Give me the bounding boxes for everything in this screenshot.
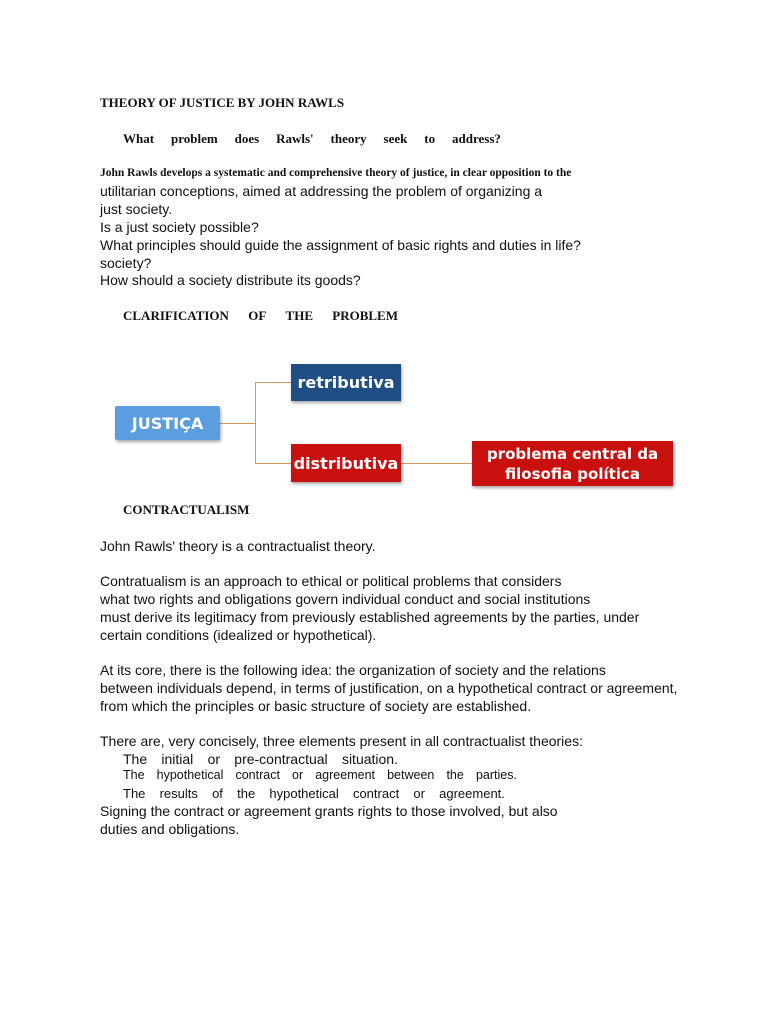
question-word: address? — [452, 131, 501, 146]
element-word: pre-contractual — [234, 751, 328, 767]
element-word: The — [123, 751, 148, 767]
node-problema-central — [472, 441, 673, 486]
question-word: What — [123, 131, 155, 146]
element-word: or — [207, 751, 221, 767]
element-item — [123, 786, 505, 801]
paragraph-line: Contratualism is an approach to ethical or political problems that considers — [100, 573, 562, 589]
question-word: theory — [330, 131, 367, 146]
node-text-line: problema central da — [486, 444, 659, 463]
node-retributiva: retributiva — [291, 364, 401, 401]
heading-word: THE — [285, 308, 313, 323]
intro-line: society? — [100, 255, 152, 271]
paragraph-line: from which the principles or basic structure of society are established. — [100, 698, 532, 714]
contractualism-heading: CONTRACTUALISM — [123, 502, 250, 517]
intro-line: What principles should guide the assignment of basic rights and duties in life? — [100, 237, 581, 253]
paragraph-line: certain conditions (idealized or hypothetical). — [100, 627, 377, 643]
element-word: parties. — [475, 768, 517, 782]
paragraph-line: between individuals depend, in terms of justification, on a hypothetical contract or agreement, — [100, 680, 678, 696]
question-word: to — [424, 131, 436, 146]
element-word: agreement. — [439, 786, 505, 801]
intro-line: utilitarian conceptions, aimed at addressing the problem of organizing a — [100, 183, 543, 199]
paragraph-line: John Rawls' theory is a contractualist theory. — [100, 538, 376, 554]
question-word: does — [234, 131, 260, 146]
document-title: THEORY OF JUSTICE BY JOHN RAWLS — [100, 95, 345, 110]
element-word: the — [446, 768, 464, 782]
element-word: agreement — [315, 768, 375, 782]
element-word: contract — [352, 786, 400, 801]
heading-word: PROBLEM — [332, 308, 398, 323]
paragraph-line: At its core, there is the following idea: the organization of society and the relations — [100, 662, 606, 678]
heading-word: CLARIFICATION — [123, 308, 229, 323]
connector-line — [401, 463, 472, 464]
paragraph-line: must derive its legitimacy from previously established agreements by the parties, under — [100, 609, 640, 625]
node-distributiva: distributiva — [291, 444, 401, 482]
node-text-line: filosofia política — [505, 464, 640, 483]
element-item — [123, 751, 398, 767]
paragraph-line: Signing the contract or agreement grants rights to those involved, but also — [100, 803, 558, 819]
heading-word: OF — [248, 308, 267, 323]
element-word: The — [123, 786, 146, 801]
connector-line — [255, 382, 256, 463]
element-word: or — [292, 768, 304, 782]
clarification-heading — [123, 308, 398, 324]
connector-line — [255, 382, 291, 383]
element-word: The — [123, 768, 145, 782]
paragraph-line: There are, very concisely, three elements present in all contractualist theories: — [100, 733, 583, 749]
section-question — [123, 131, 501, 147]
element-word: situation. — [341, 751, 398, 767]
element-word: initial — [161, 751, 194, 767]
paragraph-line: what two rights and obligations govern individual conduct and social institutions — [100, 591, 591, 607]
element-word: or — [413, 786, 425, 801]
element-word: hypothetical — [269, 786, 339, 801]
node-justica: JUSTIÇA — [115, 406, 220, 440]
element-word: results — [159, 786, 198, 801]
element-word: hypothetical — [156, 768, 224, 782]
question-word: problem — [170, 131, 218, 146]
element-word: between — [387, 768, 435, 782]
question-word: seek — [383, 131, 408, 146]
element-word: the — [237, 786, 256, 801]
intro-line: just society. — [100, 201, 173, 217]
paragraph-line: duties and obligations. — [100, 821, 240, 837]
connector-line — [220, 423, 255, 424]
intro-line: How should a society distribute its goods? — [100, 272, 361, 288]
element-word: contract — [235, 768, 280, 782]
element-item — [123, 768, 517, 782]
intro-bold-line: John Rawls develops a systematic and comprehensive theory of justice, in clear opposition to the — [100, 167, 572, 179]
intro-line: Is a just society possible? — [100, 219, 259, 235]
element-word: of — [212, 786, 223, 801]
question-word: Rawls' — [276, 131, 314, 146]
connector-line — [255, 463, 291, 464]
